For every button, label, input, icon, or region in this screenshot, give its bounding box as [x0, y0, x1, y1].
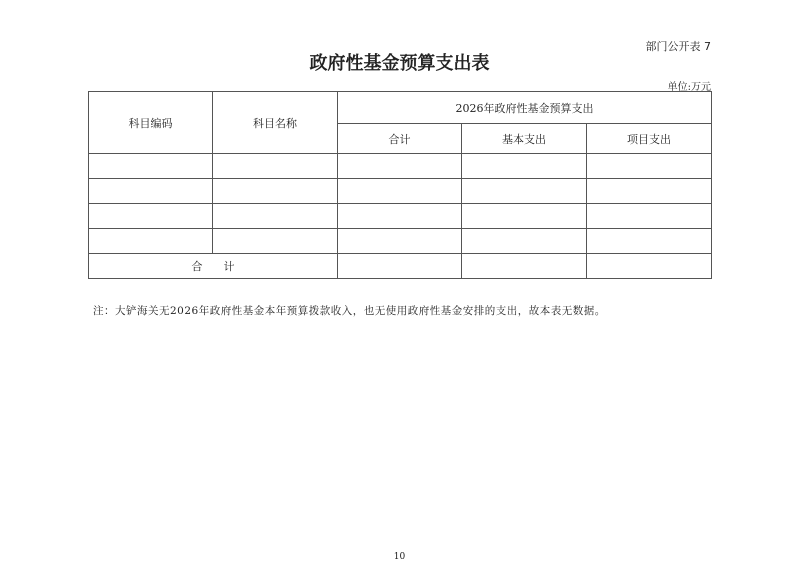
total-basic-cell: [462, 254, 587, 279]
header-name: 科目名称: [213, 92, 338, 154]
table-cell: [462, 154, 587, 179]
total-label: 合 计: [89, 254, 338, 279]
header-project: 项目支出: [587, 124, 712, 154]
header-basic: 基本支出: [462, 124, 587, 154]
total-cell: [338, 254, 462, 279]
page-title: 政府性基金预算支出表: [309, 53, 490, 74]
header-total: 合计: [338, 124, 462, 154]
table-row: [89, 154, 712, 179]
total-project-cell: [587, 254, 712, 279]
budget-table: [88, 91, 712, 279]
table-cell: [89, 154, 213, 179]
unit-label: 单位:万元: [667, 82, 711, 93]
table-row: [89, 204, 712, 229]
table-cell: [213, 229, 338, 254]
table-cell: [587, 154, 712, 179]
table-cell: [587, 179, 712, 204]
header-group: 2026年政府性基金预算支出: [338, 92, 712, 124]
table-cell: [462, 179, 587, 204]
table-cell: [89, 204, 213, 229]
table-cell: [89, 229, 213, 254]
table-cell: [338, 179, 462, 204]
table-cell: [213, 154, 338, 179]
table-number: 部门公开表 7: [645, 40, 711, 53]
table-cell: [213, 204, 338, 229]
total-row: [89, 254, 712, 279]
table-cell: [587, 204, 712, 229]
table-cell: [462, 229, 587, 254]
page-number: 10: [393, 552, 406, 562]
table-cell: [338, 154, 462, 179]
table-row: [89, 179, 712, 204]
table-cell: [338, 204, 462, 229]
table-cell: [587, 229, 712, 254]
table-row: [89, 229, 712, 254]
header-code: 科目编码: [89, 92, 213, 154]
table-cell: [89, 179, 213, 204]
table-cell: [462, 204, 587, 229]
table-cell: [213, 179, 338, 204]
footnote: 注：大铲海关无2026年政府性基金本年预算拨款收入，也无使用政府性基金安排的支出，故本表无数据。: [93, 305, 606, 317]
header-row: [89, 92, 712, 124]
table-cell: [338, 229, 462, 254]
